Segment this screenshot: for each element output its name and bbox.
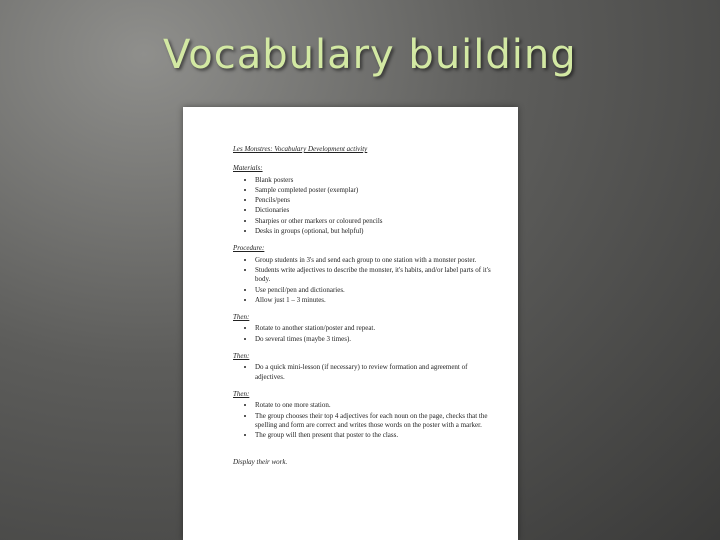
document-image xyxy=(183,107,518,540)
list-item: • Dictionaries xyxy=(255,205,495,215)
list-item: • Use pencil/pen and dictionaries. xyxy=(255,285,495,295)
section-heading: Then: xyxy=(233,313,250,322)
list-item: • Desks in groups (optional, but helpful) xyxy=(255,226,495,236)
section-then-1 xyxy=(233,313,495,344)
list-item: • Rotate to another station/poster and repeat. xyxy=(255,323,495,333)
closing-line: Display their work. xyxy=(233,458,288,467)
section-heading: Then: xyxy=(233,389,250,398)
document-content xyxy=(233,145,495,468)
list-item: • The group will then present that poster to the class. xyxy=(255,430,495,440)
list-item: • Blank posters xyxy=(255,175,495,185)
list-item: • Allow just 1 – 3 minutes. xyxy=(255,295,495,305)
slide-title: Vocabulary building xyxy=(163,32,577,78)
document-title: Les Monstres: Vocabulary Development activity xyxy=(233,145,368,153)
list-item: • Rotate to one more station. xyxy=(255,400,495,410)
list-item: • Group students in 3's and send each group to one station with a monster poster. xyxy=(255,255,495,265)
section-then-2 xyxy=(233,352,495,382)
list-item: • Pencils/pens xyxy=(255,195,495,205)
section-then-3 xyxy=(233,390,495,440)
list-item: • Do several times (maybe 3 times). xyxy=(255,334,495,344)
section-heading: Then: xyxy=(233,352,250,361)
list-item: • Students write adjectives to describe the monster, it's habits, and/or label parts of it's body. xyxy=(255,265,495,285)
section-procedure xyxy=(233,244,495,305)
list-item: • The group chooses their top 4 adjectives for each noun on the page, checks that the spelling and form are correct and writes those words on the poster with a marker. xyxy=(255,411,495,431)
section-heading: Procedure: xyxy=(233,244,265,253)
list-item: • Sample completed poster (exemplar) xyxy=(255,185,495,195)
section-heading: Materials: xyxy=(233,164,263,173)
list-item: • Do a quick mini-lesson (if necessary) to review formation and agreement of adjectives. xyxy=(255,362,495,382)
section-materials xyxy=(233,164,495,236)
list-item: • Sharpies or other markers or coloured pencils xyxy=(255,216,495,226)
